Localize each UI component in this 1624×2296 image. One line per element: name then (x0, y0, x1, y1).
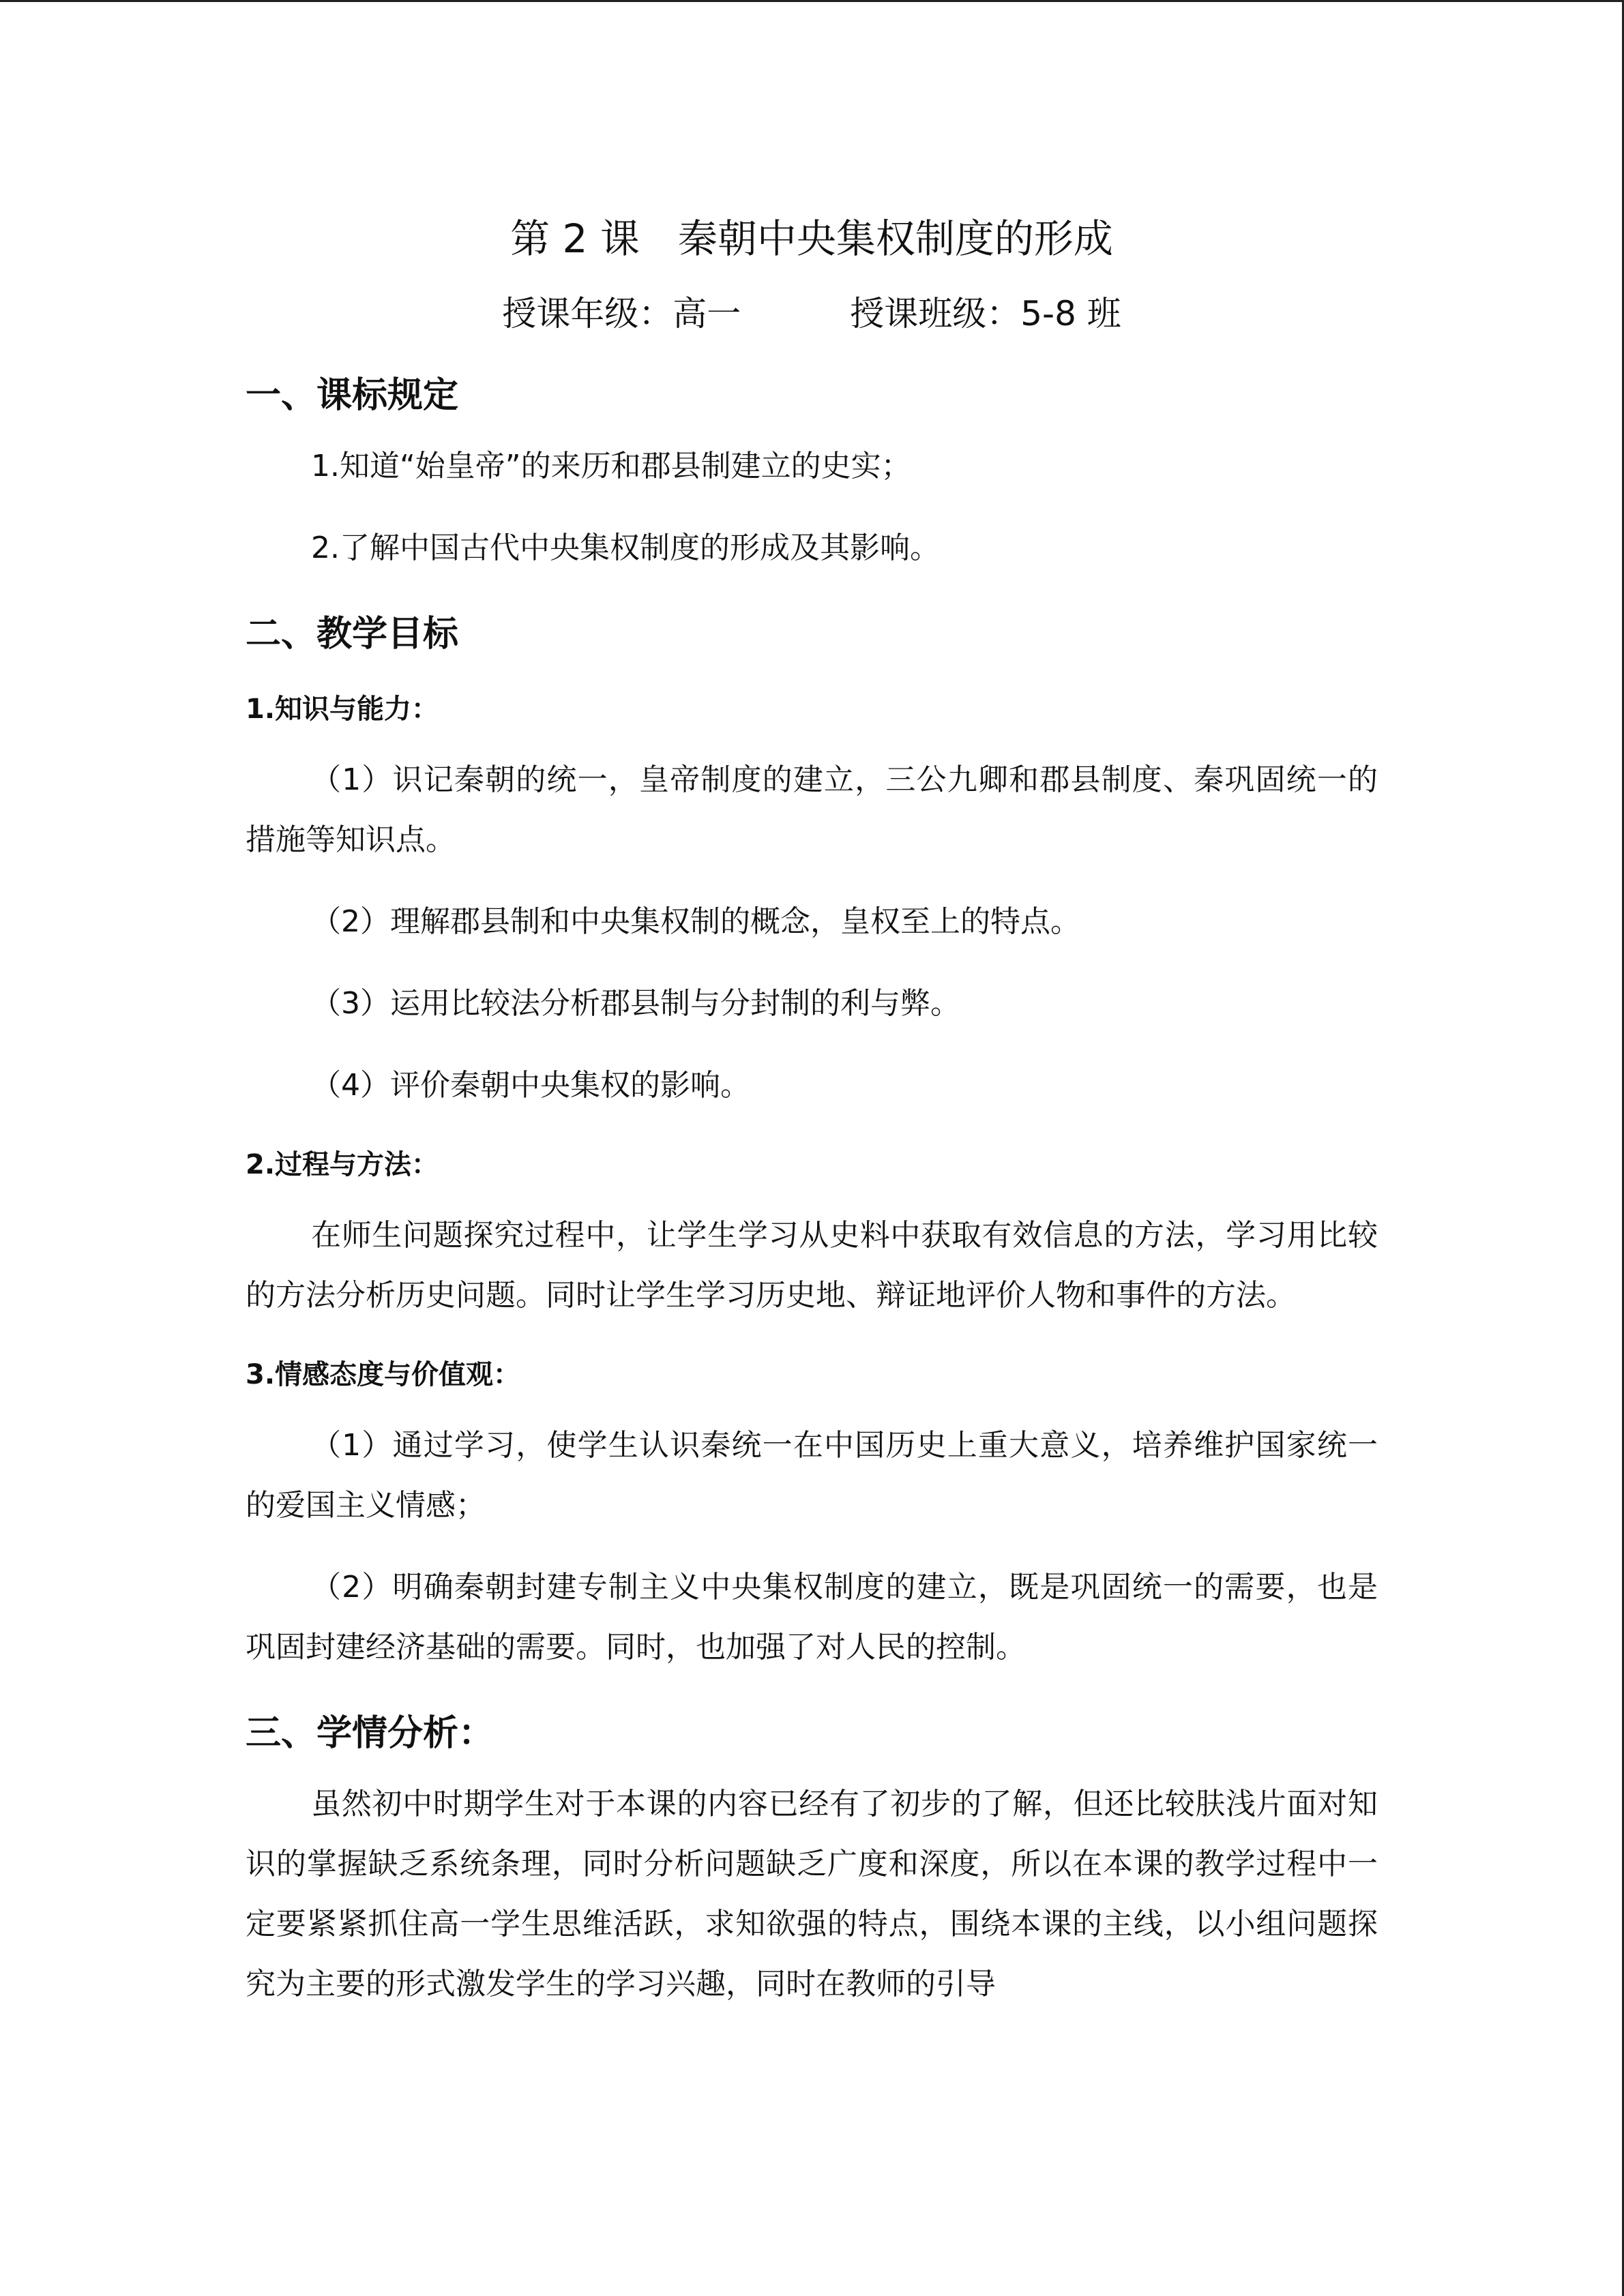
title-lesson-number: 第 2 课 (510, 215, 640, 262)
class-label: 授课班级：5-8 班 (850, 294, 1121, 333)
knowledge-item-1: （1）识记秦朝的统一，皇帝制度的建立，三公九卿和郡县制度、秦巩固统一的措施等知识点。 (246, 762, 1378, 857)
knowledge-item-3: （3）运用比较法分析郡县制与分封制的利与弊。 (311, 986, 960, 1021)
knowledge-item-2: （2）理解郡县制和中央集权制的概念，皇权至上的特点。 (311, 904, 1080, 939)
section-heading-objectives: 二、教学目标 (246, 614, 459, 655)
curriculum-item-1: 1.知道“始皇帝”的来历和郡县制建立的史实； (311, 449, 911, 483)
document-body (246, 184, 1378, 2036)
subheading-values: 3.情感态度与价值观： (246, 1359, 521, 1390)
title-main: 秦朝中央集权制度的形成 (677, 215, 1113, 262)
lesson-meta (246, 280, 1378, 348)
section-heading-curriculum: 一、课标规定 (246, 375, 459, 416)
subheading-process: 2.过程与方法： (246, 1149, 439, 1180)
page-border-top (0, 0, 1624, 2)
values-item-1: （1）通过学习，使学生认识秦统一在中国历史上重大意义，培养维护国家统一的爱国主义情感； (246, 1428, 1378, 1523)
subheading-knowledge: 1.知识与能力： (246, 694, 439, 725)
knowledge-item-4: （4）评价秦朝中央集权的影响。 (311, 1068, 750, 1103)
section-heading-student-analysis: 三、学情分析： (246, 1713, 494, 1754)
values-item-2: （2）明确秦朝封建专制主义中央集权制度的建立，既是巩固统一的需要，也是巩固封建经济基础的需要。同时，也加强了对人民的控制。 (246, 1570, 1378, 1665)
student-analysis-paragraph: 虽然初中时期学生对于本课的内容已经有了初步的了解，但还比较肤浅片面对知识的掌握缺乏系统条理，同时分析问题缺乏广度和深度，所以在本课的教学过程中一定要紧紧抓住高一学生思维活跃，求知欲强的特点，围绕本课的主线，以小组问题探究为主要的形式激发学生的学习兴趣，同时在教师的引导 (246, 1787, 1378, 2001)
process-paragraph: 在师生问题探究过程中，让学生学习从史料中获取有效信息的方法，学习用比较的方法分析历史问题。同时让学生学习历史地、辩证地评价人物和事件的方法。 (246, 1218, 1378, 1313)
document-title (246, 198, 1378, 280)
grade-label: 授课年级：高一 (502, 294, 741, 333)
curriculum-item-2: 2.了解中国古代中央集权制度的形成及其影响。 (311, 531, 940, 565)
